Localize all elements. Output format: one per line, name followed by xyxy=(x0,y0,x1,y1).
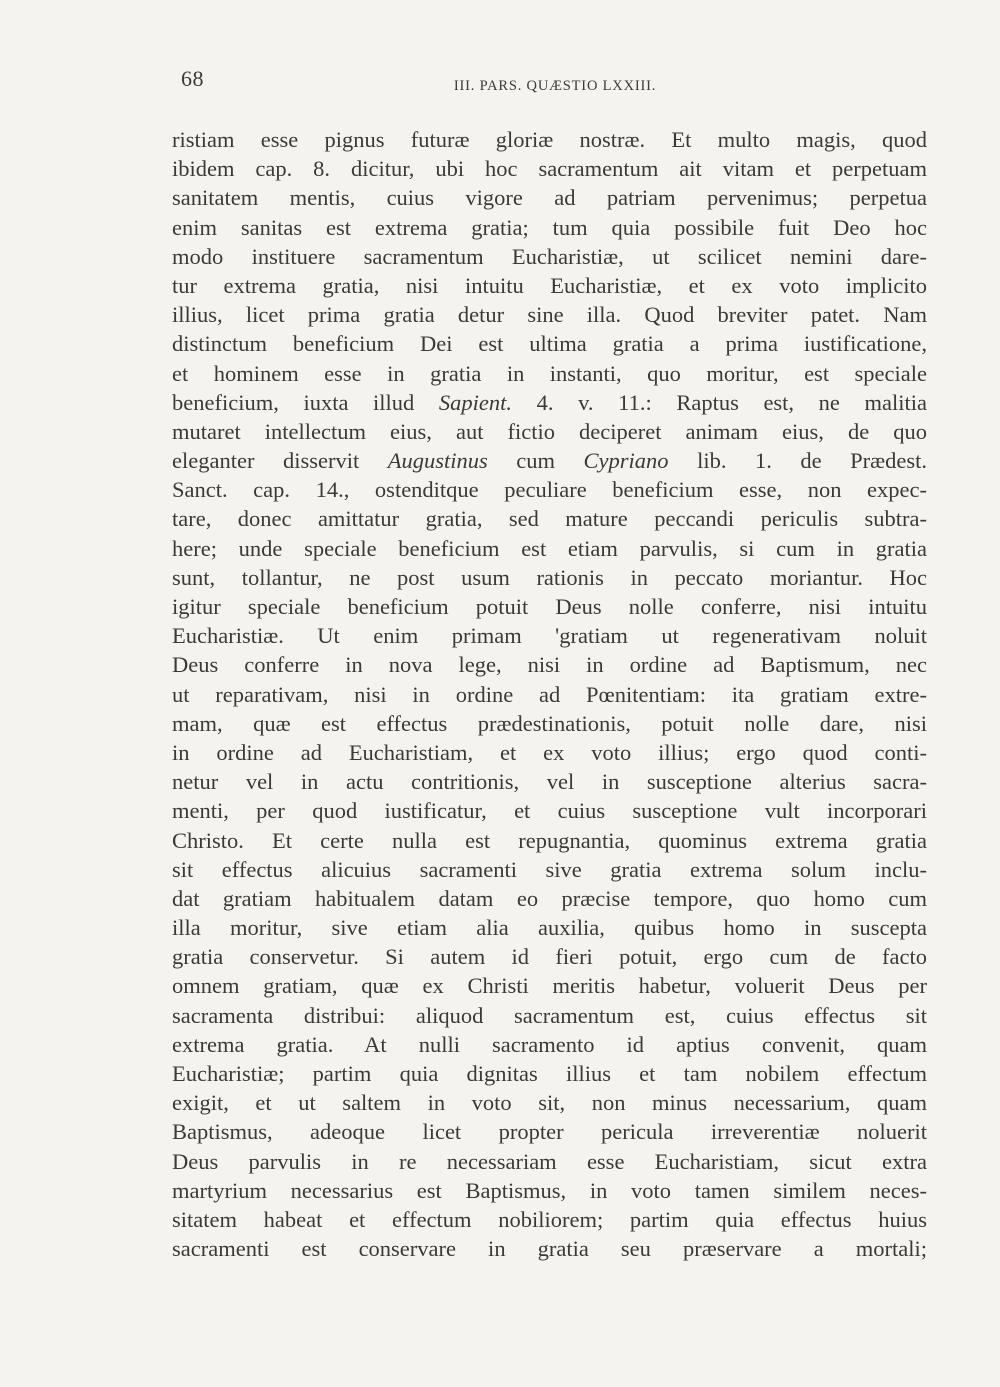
text-line: gratia conservetur. Si autem id fieri potuit, ergo cum de facto xyxy=(172,944,927,970)
text-line: sacramenti est conservare in gratia seu præservare a mortali; xyxy=(172,1236,927,1262)
text-line: menti, per quod iustificatur, et cuius susceptione vult incorporari xyxy=(172,798,927,824)
text-line: sacramenta distribui: aliquod sacramentum est, cuius effectus sit xyxy=(172,1002,927,1028)
text-line: eleganter disservit Augustinus cum Cypriano lib. 1. de Prædest. xyxy=(172,448,927,474)
text-line: Deus parvulis in re necessariam esse Eucharistiam, sicut extra xyxy=(172,1148,927,1174)
running-title: III. PARS. QUÆSTIO LXXIII. xyxy=(453,78,657,94)
text-line: in ordine ad Eucharistiam, et ex voto illius; ergo quod conti- xyxy=(172,739,927,765)
text-line: modo instituere sacramentum Eucharistiæ, ut scilicet nemini dare- xyxy=(172,243,927,269)
text-line: ibidem cap. 8. dicitur, ubi hoc sacramentum ait vitam et perpetuam xyxy=(172,156,927,182)
text-line: sit effectus alicuius sacramenti sive gratia extrema solum inclu- xyxy=(172,856,927,882)
text-line: here; unde speciale beneficium est etiam parvulis, si cum in gratia xyxy=(172,535,927,561)
text-line: mam, quæ est effectus prædestinationis, potuit nolle dare, nisi xyxy=(172,710,927,736)
text-line: tur extrema gratia, nisi intuitu Eucharistiæ, et ex voto implicito xyxy=(172,272,927,298)
text-line: extrema gratia. At nulli sacramento id aptius convenit, quam xyxy=(172,1031,927,1057)
text-line: sanitatem mentis, cuius vigore ad patriam pervenimus; perpetua xyxy=(172,185,927,211)
text-line: tare, donec amittatur gratia, sed mature peccandi periculis subtra- xyxy=(172,506,927,532)
page-number: 68 xyxy=(181,66,204,91)
text-line: Christo. Et certe nulla est repugnantia, quominus extrema gratia xyxy=(172,827,927,853)
text-line: sunt, tollantur, ne post usum rationis in peccato moriantur. Hoc xyxy=(172,564,927,590)
body-text xyxy=(172,125,927,1263)
italic-reference: Cypriano xyxy=(583,448,669,474)
text-line: martyrium necessarius est Baptismus, in voto tamen similem neces- xyxy=(172,1177,927,1203)
text-line: Eucharistiæ; partim quia dignitas illius et tam nobilem effectum xyxy=(172,1061,927,1086)
text-line: sitatem habeat et effectum nobiliorem; partim quia effectus huius xyxy=(172,1206,927,1232)
text-line: dat gratiam habitualem datam eo præcise tempore, quo homo cum xyxy=(172,885,927,911)
text-line: ristiam esse pignus futuræ gloriæ nostræ. Et multo magis, quod xyxy=(172,127,927,152)
text-line: netur vel in actu contritionis, vel in susceptione alterius sacra- xyxy=(172,769,927,795)
text-line: Deus conferre in nova lege, nisi in ordine ad Baptismum, nec xyxy=(172,652,927,678)
italic-reference: Sapient. xyxy=(438,389,513,415)
text-line: Baptismus, adeoque licet propter pericula irreverentiæ noluerit xyxy=(172,1119,927,1145)
text-line: omnem gratiam, quæ ex Christi meritis habetur, voluerit Deus per xyxy=(172,973,927,999)
text-line: enim sanitas est extrema gratia; tum quia possibile fuit Deo hoc xyxy=(172,214,927,240)
text-line: Eucharistiæ. Ut enim primam 'gratiam ut regenerativam noluit xyxy=(172,623,927,649)
text-line: illa moritur, sive etiam alia auxilia, quibus homo in suscepta xyxy=(172,915,927,941)
text-line: distinctum beneficium Dei est ultima gratia a prima iustificatione, xyxy=(172,331,927,357)
text-line: igitur speciale beneficium potuit Deus nolle conferre, nisi intuitu xyxy=(172,594,927,619)
italic-reference: Augustinus xyxy=(387,448,488,474)
text-line: mutaret intellectum eius, aut fictio deciperet animam eius, de quo xyxy=(172,418,927,444)
text-line: Sanct. cap. 14., ostenditque peculiare beneficium esse, non expec- xyxy=(172,477,927,503)
text-line: et hominem esse in gratia in instanti, quo moritur, est speciale xyxy=(172,360,927,386)
text-line: illius, licet prima gratia detur sine illa. Quod breviter patet. Nam xyxy=(172,302,927,328)
text-line: ut reparativam, nisi in ordine ad Pœnitentiam: ita gratiam extre- xyxy=(172,681,927,707)
text-line: exigit, et ut saltem in voto sit, non minus necessarium, quam xyxy=(172,1090,927,1116)
text-line: beneficium, iuxta illud Sapient. 4. v. 11.: Raptus est, ne malitia xyxy=(172,389,927,415)
